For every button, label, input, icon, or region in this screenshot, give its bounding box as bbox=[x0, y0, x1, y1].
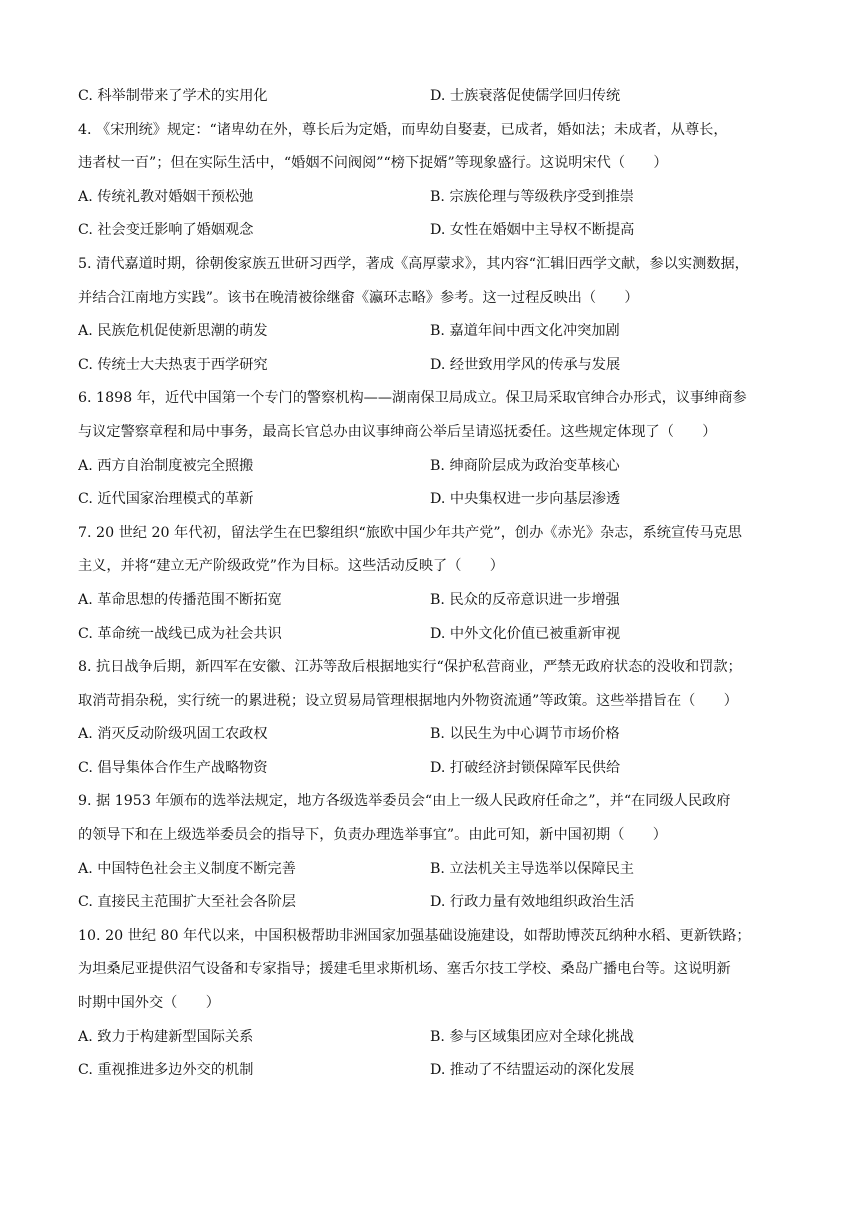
question-6-stem bbox=[78, 382, 784, 449]
question-7-option-a: A. 革命思想的传播范围不断拓宽 bbox=[78, 591, 282, 608]
question-4-option-d: D. 女性在婚姻中主导权不断提高 bbox=[430, 222, 635, 239]
question-10-option-c: C. 重视推进多边外交的机制 bbox=[78, 1062, 254, 1079]
stem-line: 并结合江南地方实践”。该书在晚清被徐继畲《瀛环志略》参考。这一过程反映出（ ） bbox=[78, 289, 639, 306]
question-9-stem bbox=[78, 785, 784, 852]
question-9-option-b: B. 立法机关主导选举以保障民主 bbox=[430, 860, 634, 877]
stem-line: 6. 1898 年，近代中国第一个专门的警察机构——湖南保卫局成立。保卫局采取官绅合办形式，议事绅商参 bbox=[78, 390, 747, 407]
stem-line: 违者杖一百”；但在实际生活中，“婚姻不问阀阅”“榜下捉婿”等现象盛行。这说明宋代（ ） bbox=[78, 155, 668, 172]
question-6-option-c: C. 近代国家治理模式的革新 bbox=[78, 491, 254, 508]
question-5-option-d: D. 经世致用学风的传承与发展 bbox=[430, 356, 621, 373]
question-7-option-c: C. 革命统一战线已成为社会共识 bbox=[78, 625, 282, 642]
question-8-options-ab bbox=[78, 718, 784, 752]
stem-line: 8. 抗日战争后期，新四军在安徽、江苏等敌后根据地实行“保护私营商业，严禁无政府状态的没收和罚款； bbox=[78, 659, 742, 676]
question-6-option-a: A. 西方自治制度被完全照搬 bbox=[78, 457, 254, 474]
question-3-options-cd bbox=[78, 80, 784, 114]
question-7-stem bbox=[78, 517, 784, 584]
stem-line: 的领导下和在上级选举委员会的指导下，负责办理选举事宜”。由此可知，新中国初期（ ） bbox=[78, 827, 667, 844]
question-4-option-c: C. 社会变迁影响了婚姻观念 bbox=[78, 222, 254, 239]
exam-page bbox=[78, 80, 784, 1088]
question-9 bbox=[78, 785, 784, 919]
question-10 bbox=[78, 920, 784, 1088]
question-9-options-cd bbox=[78, 886, 784, 920]
question-4-options-ab bbox=[78, 181, 784, 215]
question-7 bbox=[78, 517, 784, 651]
question-7-options-cd bbox=[78, 618, 784, 652]
question-8 bbox=[78, 651, 784, 785]
question-5-options-ab bbox=[78, 315, 784, 349]
question-6-option-b: B. 绅商阶层成为政治变革核心 bbox=[430, 457, 620, 474]
question-5-option-c: C. 传统士大夫热衷于西学研究 bbox=[78, 356, 268, 373]
question-4 bbox=[78, 114, 784, 248]
question-9-option-d: D. 行政力量有效地组织政治生活 bbox=[430, 894, 635, 911]
question-8-stem bbox=[78, 651, 784, 718]
question-9-options-ab bbox=[78, 853, 784, 887]
stem-line: 10. 20 世纪 80 年代以来，中国积极帮助非洲国家加强基础设施建设，如帮助博茨瓦纳种水稻、更新铁路； bbox=[78, 927, 751, 944]
stem-line: 时期中国外交（ ） bbox=[78, 995, 220, 1012]
question-4-option-b: B. 宗族伦理与等级秩序受到推崇 bbox=[430, 188, 634, 205]
question-5-option-a: A. 民族危机促使新思潮的萌发 bbox=[78, 323, 268, 340]
question-6-options-cd bbox=[78, 483, 784, 517]
question-10-options-cd bbox=[78, 1054, 784, 1088]
question-6-options-ab bbox=[78, 450, 784, 484]
question-7-option-d: D. 中外文化价值已被重新审视 bbox=[430, 625, 621, 642]
question-9-option-a: A. 中国特色社会主义制度不断完善 bbox=[78, 860, 296, 877]
question-8-option-b: B. 以民生为中心调节市场价格 bbox=[430, 726, 620, 743]
stem-line: 4. 《宋刑统》规定：“诸卑幼在外，尊长后为定婚，而卑幼自娶妻，已成者，婚如法；未成者，从尊长， bbox=[78, 121, 728, 138]
question-10-option-d: D. 推动了不结盟运动的深化发展 bbox=[430, 1062, 635, 1079]
question-8-option-d: D. 打破经济封锁保障军民供给 bbox=[430, 759, 621, 776]
question-4-options-cd bbox=[78, 214, 784, 248]
question-6-option-d: D. 中央集权进一步向基层渗透 bbox=[430, 491, 621, 508]
question-3-option-d: D. 士族衰落促使儒学回归传统 bbox=[430, 88, 621, 104]
stem-line: 主义，并将“建立无产阶级政党”作为目标。这些活动反映了（ ） bbox=[78, 558, 504, 575]
question-5-stem bbox=[78, 248, 784, 315]
question-10-options-ab bbox=[78, 1021, 784, 1055]
stem-line: 为坦桑尼亚提供沼气设备和专家指导；援建毛里求斯机场、塞舌尔技工学校、桑岛广播电台等。这说明新 bbox=[78, 961, 731, 978]
stem-line: 9. 据 1953 年颁布的选举法规定，地方各级选举委员会“由上一级人民政府任命之”，并“在同级人民政府 bbox=[78, 793, 731, 810]
question-7-options-ab bbox=[78, 584, 784, 618]
question-10-option-b: B. 参与区域集团应对全球化挑战 bbox=[430, 1028, 634, 1045]
question-5 bbox=[78, 248, 784, 382]
question-4-stem bbox=[78, 114, 784, 181]
stem-line: 7. 20 世纪 20 年代初，留法学生在巴黎组织“旅欧中国少年共产党”，创办《赤光》杂志，系统宣传马克思 bbox=[78, 524, 742, 541]
question-8-option-a: A. 消灭反动阶级巩固工农政权 bbox=[78, 726, 268, 743]
question-4-option-a: A. 传统礼教对婚姻干预松弛 bbox=[78, 188, 254, 205]
stem-line: 与议定警察章程和局中事务，最高长官总办由议事绅商公举后呈请巡抚委任。这些规定体现了（ ） bbox=[78, 423, 717, 440]
stem-line: 取消苛捐杂税，实行统一的累进税；设立贸易局管理根据地内外物资流通”等政策。这些举措旨在（ ） bbox=[78, 692, 738, 709]
question-6 bbox=[78, 382, 784, 516]
stem-line: 5. 清代嘉道时期，徐朝俊家族五世研习西学，著成《高厚蒙求》，其内容“汇辑旧西学文献，参以实测数据， bbox=[78, 255, 749, 272]
question-3-option-c: C. 科举制带来了学术的实用化 bbox=[78, 88, 268, 104]
question-10-option-a: A. 致力于构建新型国际关系 bbox=[78, 1028, 254, 1045]
question-9-option-c: C. 直接民主范围扩大至社会各阶层 bbox=[78, 894, 296, 911]
question-5-option-b: B. 嘉道年间中西文化冲突加剧 bbox=[430, 323, 620, 340]
question-8-options-cd bbox=[78, 752, 784, 786]
question-10-stem bbox=[78, 920, 784, 1021]
question-8-option-c: C. 倡导集体合作生产战略物资 bbox=[78, 759, 268, 776]
question-5-options-cd bbox=[78, 349, 784, 383]
question-7-option-b: B. 民众的反帝意识进一步增强 bbox=[430, 591, 620, 608]
